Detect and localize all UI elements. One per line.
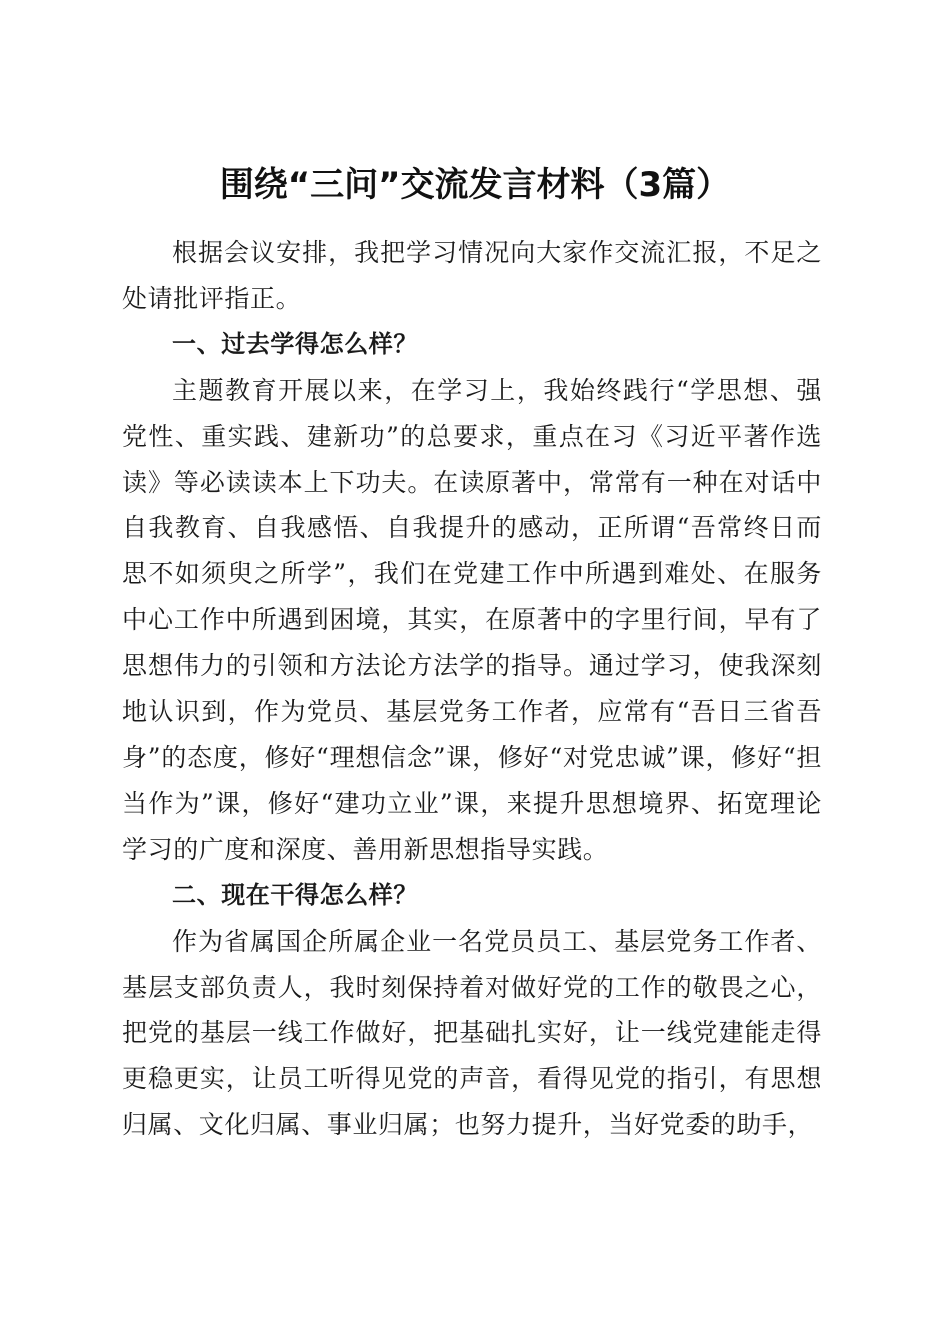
section-1-paragraph: 主题教育开展以来，在学习上，我始终践行“学思想、强党性、重实践、建新功”的总要求，重点在习《习近平著作选读》等必读读本上下功夫。在读原著中，常常有一种在对话中自我教育、自我感悟、自我提升的感动，正所谓“吾常终日而思不如须臾之所学”，我们在党建工作中所遇到难处、在服务中心工作中所遇到困境，其实，在原著中的字里行间，早有了思想伟力的引领和方法论方法学的指导。通过学习，使我深刻地认识到，作为党员、基层党务工作者，应常有“吾日三省吾身”的态度，修好“理想信念”课，修好“对党忠诚”课，修好“担当作为”课，修好“建功立业”课，来提升思想境界、拓宽理论学习的广度和深度、善用新思想指导实践。 — [122, 375, 822, 864]
section-heading-2: 二、现在干得怎么样？ — [172, 880, 418, 909]
section-heading-1: 一、过去学得怎么样？ — [172, 329, 418, 358]
document-title: 围绕“三问”交流发言材料（3篇） — [219, 164, 731, 205]
document-body — [122, 230, 822, 1148]
section-2-paragraph: 作为省属国企所属企业一名党员员工、基层党务工作者、基层支部负责人，我时刻保持着对做好党的工作的敬畏之心，把党的基层一线工作做好，把基础扎实好，让一线党建能走得更稳更实，让员工听得见党的声音，看得见党的指引，有思想归属、文化归属、事业归属；也努力提升，当好党委的助手， — [122, 926, 822, 1140]
intro-paragraph: 根据会议安排，我把学习情况向大家作交流汇报，不足之处请批评指正。 — [122, 238, 822, 313]
